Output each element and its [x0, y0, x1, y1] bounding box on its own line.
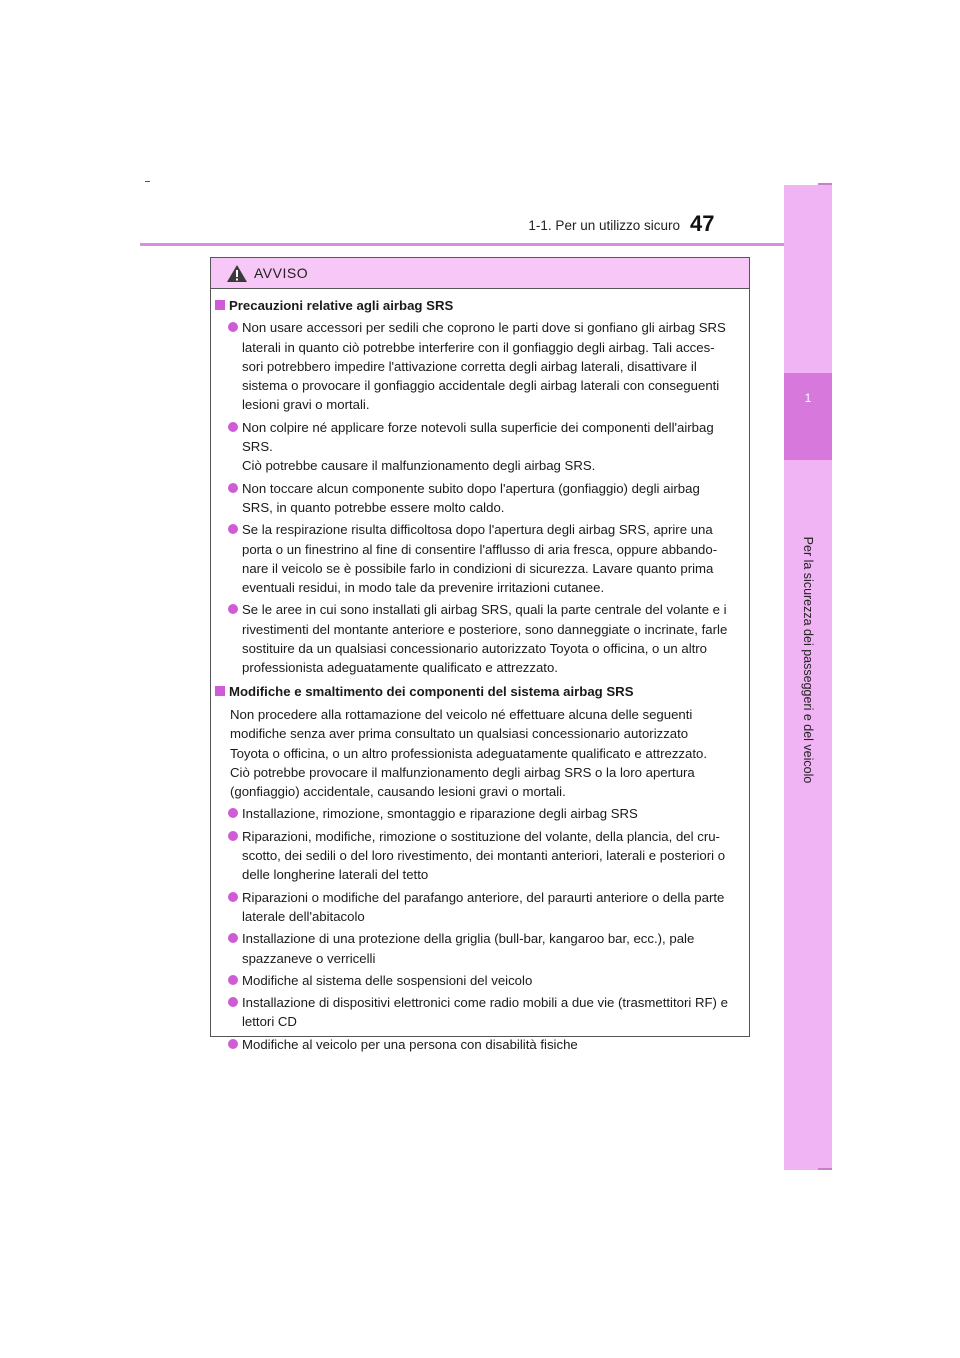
warning-box — [210, 257, 750, 1052]
circle-bullet-icon — [228, 975, 238, 985]
circle-bullet-icon — [228, 322, 238, 332]
text-line: laterale dell'abitacolo — [242, 908, 365, 924]
circle-bullet-icon — [228, 808, 238, 818]
text-line: Non toccare alcun componente subito dopo l'apertura (gonfiaggio) degli airbag — [242, 480, 700, 496]
side-tab-tick-top — [818, 183, 832, 185]
circle-bullet-icon — [228, 892, 238, 902]
text-line: Non procedere alla rottamazione del veicolo né effettuare alcuna delle seguenti — [230, 706, 693, 722]
bullet-item — [214, 318, 744, 414]
text-line: Toyota o officina, o un altro professionista adeguatamente qualificato e attrezzato. — [230, 745, 708, 761]
circle-bullet-icon — [228, 524, 238, 534]
text-line: Non usare accessori per sedili che coprono le parti dove si gonfiano gli airbag SRS — [242, 320, 726, 336]
circle-bullet-icon — [228, 1039, 238, 1049]
warning-title: AVVISO — [254, 265, 309, 281]
square-bullet-icon — [215, 686, 225, 696]
side-tab-label: Per la sicurezza dei passeggeri e del veicolo — [801, 536, 815, 784]
text-line: nare il veicolo se è possibile farlo in condizioni di sicurezza. Lavare quanto prima — [242, 560, 714, 576]
text-line: porta o un finestrino al fine di consentire l'afflusso di aria fresca, oppure abbando- — [242, 541, 718, 557]
text-line: Installazione, rimozione, smontaggio e riparazione degli airbag SRS — [242, 806, 638, 822]
text-line: Se la respirazione risulta difficoltosa dopo l'apertura degli airbag SRS, aprire una — [242, 522, 713, 538]
side-tab-chapter-box — [784, 373, 832, 460]
section-title-text: Precauzioni relative agli airbag SRS — [229, 298, 454, 313]
header-rule — [140, 243, 832, 246]
text-line: sori potrebbero impedire l'attivazione corretta degli airbag laterali, disattivare il — [242, 358, 697, 374]
text-line: Installazione di dispositivi elettronici come radio mobili a due vie (trasmettitori RF) e — [242, 995, 728, 1011]
square-bullet-icon — [215, 300, 225, 310]
section-title — [214, 682, 744, 701]
text-line: lettori CD — [242, 1014, 297, 1030]
bullet-item — [214, 993, 744, 1032]
bullet-item — [214, 1035, 744, 1054]
text-line: modifiche senza aver prima consultato un qualsiasi concessionario autorizzato — [230, 726, 689, 742]
bullet-item — [214, 418, 744, 476]
warning-header — [211, 258, 749, 289]
header-dash — [145, 181, 150, 182]
side-tab-chapter-number: 1 — [804, 391, 812, 405]
text-line: lesioni gravi o mortali. — [242, 397, 370, 413]
section-title — [214, 296, 744, 315]
circle-bullet-icon — [228, 422, 238, 432]
text-line: Modifiche al sistema delle sospensioni del veicolo — [242, 972, 533, 988]
warning-content — [214, 296, 744, 1054]
text-line: (gonfiaggio) accidentale, causando lesioni gravi o mortali. — [230, 784, 566, 800]
circle-bullet-icon — [228, 604, 238, 614]
bullet-item — [214, 929, 744, 968]
text-line: Modifiche al veicolo per una persona con disabilità fisiche — [242, 1036, 578, 1052]
section-title-text: Modifiche e smaltimento dei componenti del sistema airbag SRS — [229, 683, 634, 699]
warning-triangle-icon — [226, 264, 248, 283]
bullet-item — [214, 827, 744, 885]
text-line: SRS. — [242, 439, 273, 455]
page-number: 47 — [690, 211, 715, 236]
text-line: Se le aree in cui sono installati gli airbag SRS, quali la parte centrale del volante e i — [242, 602, 727, 618]
text-line: Riparazioni, modifiche, rimozione o sostituzione del volante, della plancia, del cru- — [242, 828, 720, 844]
text-line: eventuali residui, in modo tale da prevenire irritazioni cutanee. — [242, 580, 605, 596]
circle-bullet-icon — [228, 933, 238, 943]
circle-bullet-icon — [228, 483, 238, 493]
bullet-item — [214, 888, 744, 927]
text-line: delle longherine laterali del tetto — [242, 867, 429, 883]
bullet-item — [214, 600, 744, 677]
text-line: sostituire da un qualsiasi concessionario autorizzato Toyota o officina, o un altro — [242, 641, 708, 657]
bullet-item — [214, 479, 744, 518]
bullet-item — [214, 971, 744, 990]
side-tab-tick-bottom — [818, 1168, 832, 1170]
section-paragraph — [214, 705, 744, 801]
header-section-title: 1-1. Per un utilizzo sicuro — [528, 218, 680, 233]
text-line: laterali in quanto ciò potrebbe interferire con il gonfiaggio degli airbag. Tali acces- — [242, 339, 715, 355]
text-line: Installazione di una protezione della griglia (bull-bar, kangaroo bar, ecc.), pale — [242, 931, 695, 947]
text-line: Riparazioni o modifiche del parafango anteriore, del paraurti anteriore o della parte — [242, 889, 725, 905]
text-line: Non colpire né applicare forze notevoli sulla superficie dei componenti dell'airbag — [242, 419, 714, 435]
circle-bullet-icon — [228, 997, 238, 1007]
text-line: Ciò potrebbe provocare il malfunzionamento degli airbag SRS o la loro apertura — [230, 764, 695, 780]
text-line: Ciò potrebbe causare il malfunzionamento degli airbag SRS. — [242, 458, 596, 474]
bullet-item — [214, 520, 744, 597]
text-line: sistema o provocare il gonfiaggio accidentale degli airbag laterali con conseguenti — [242, 378, 720, 394]
text-line: scotto, dei sedili o del loro rivestimento, dei montanti anteriori, laterali e posteriori o — [242, 848, 726, 864]
text-line: spazzaneve o verricelli — [242, 950, 376, 966]
circle-bullet-icon — [228, 831, 238, 841]
text-line: SRS, in quanto potrebbe essere molto caldo. — [242, 499, 505, 515]
text-line: rivestimenti del montante anteriore e posteriore, sono danneggiate o incrinate, farle — [242, 621, 728, 637]
text-line: professionista adeguatamente qualificato e attrezzato. — [242, 660, 558, 676]
bullet-item — [214, 804, 744, 823]
